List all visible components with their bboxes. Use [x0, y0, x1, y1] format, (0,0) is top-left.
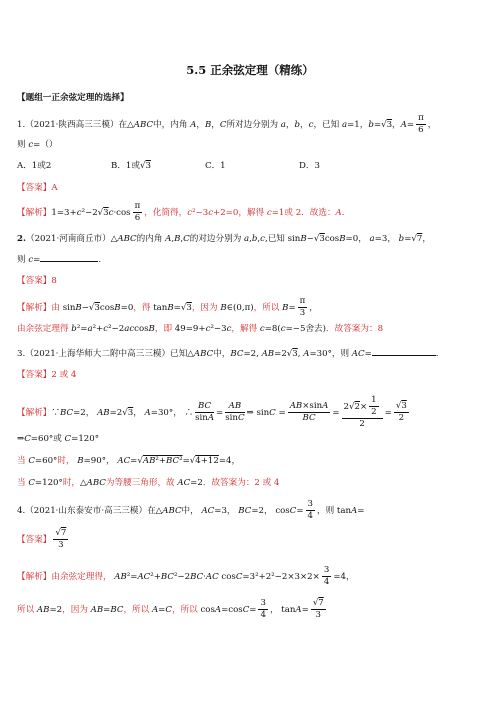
q1-option-d: D．3 [299, 161, 320, 171]
q2-analysis-2: 由余弦定理得 b²=a²+c²−2accosB，即 49=9+c²−3c，解得 c=8(c=−5舍去)．故答案为：8 [17, 324, 384, 334]
page-title: 5.5 正余弦定理（精练） [186, 63, 314, 77]
q2-stem-2: 则 c= . [17, 255, 102, 265]
q3-analysis-2: ⇒C=60°或 C=120° [17, 434, 100, 444]
q2-stem: 2.（2021·河南商丘市）△ABC的内角 A,B,C的对边分别为 a,b,c,已知 sinB−√3cosB=0， a=3， b=√7， [17, 234, 431, 244]
q1-options [17, 160, 486, 172]
group-title: 【题组一正余弦定理的选择】 [17, 93, 129, 103]
q4-analysis-1: 【解析】由余弦定理得， AB²=AC²+BC²−2BC·AC cosC=3²+2²−2×3×2× $\frac{3}{4}$ =4， [17, 565, 355, 587]
q1-analysis: 【解析】1=3+c²−2√3c·cos $\frac{\pi}{6}$ ，化简得，c²−3c+2=0，解得 c=1或 2．故选：A. [17, 201, 345, 223]
q4-analysis-2: 所以 AB=2，因为 AB=BC，所以 A=C，所以 cosA=cosC= $\frac{3}{4}$ ， tanA= $\frac{√7}{3}$ [17, 598, 324, 620]
q3-stem: 3.（2021·上海华师大二附中高三三模）已知△ABC中，BC=2, AB=2√3, A=30°，则 AC= . [17, 349, 439, 359]
q2-analysis-1: 【解析】由 sinB−√3cosB=0，得 tanB=√3，因为 B∈(0,π)，所以 B= $\frac{\pi}{3}$ ， [17, 296, 318, 318]
q3-analysis-4: 当 C=120°时，△ABC为等腰三角形，故 AC=2．故答案为：2 或 4 [17, 478, 280, 488]
q3-analysis-3: 当 C=60°时， B=90°， AC=√AB²+BC²=√4+12=4， [17, 456, 241, 466]
q1-option-c: C．1 [205, 161, 226, 171]
q1-stem-2: 则 c=（） [17, 140, 58, 150]
q4-answer: 【答案】 $\frac{√7}{3}$ [17, 528, 67, 550]
q3-answer: 【答案】2 或 4 [17, 370, 77, 380]
q4-stem: 4.（2021·山东泰安市·高三三模）在△ABC中， AC=3， BC=2， cosC= $\frac{3}{4}$ ，则 tanA= [17, 499, 365, 521]
q1-answer: 【答案】A [17, 183, 58, 193]
q1-option-a: A．1或2 [17, 161, 52, 171]
q2-answer: 【答案】8 [17, 276, 57, 286]
q1-stem: 1.（2021·陕西高三三模）在△ABC中，内角 A，B，C所对边分别为 a，b，c，已知 a=1，b=√3，A= $\frac{\pi}{6}$ ， [17, 113, 437, 135]
q3-analysis-1: 【解析】∵BC=2， AB=2√3， A=30°， ∴ $\frac{BC}{\sin A}$ = $\frac{AB}{\sin C}$ ⇒ sinC = $\frac{AB\times\sin A}{BC}$ = 2√2× $\frac{1}{2}$ 2 = $\frac{√3}{2}$ [17, 395, 407, 429]
q1-option-b: B．1或√3 [111, 161, 151, 171]
